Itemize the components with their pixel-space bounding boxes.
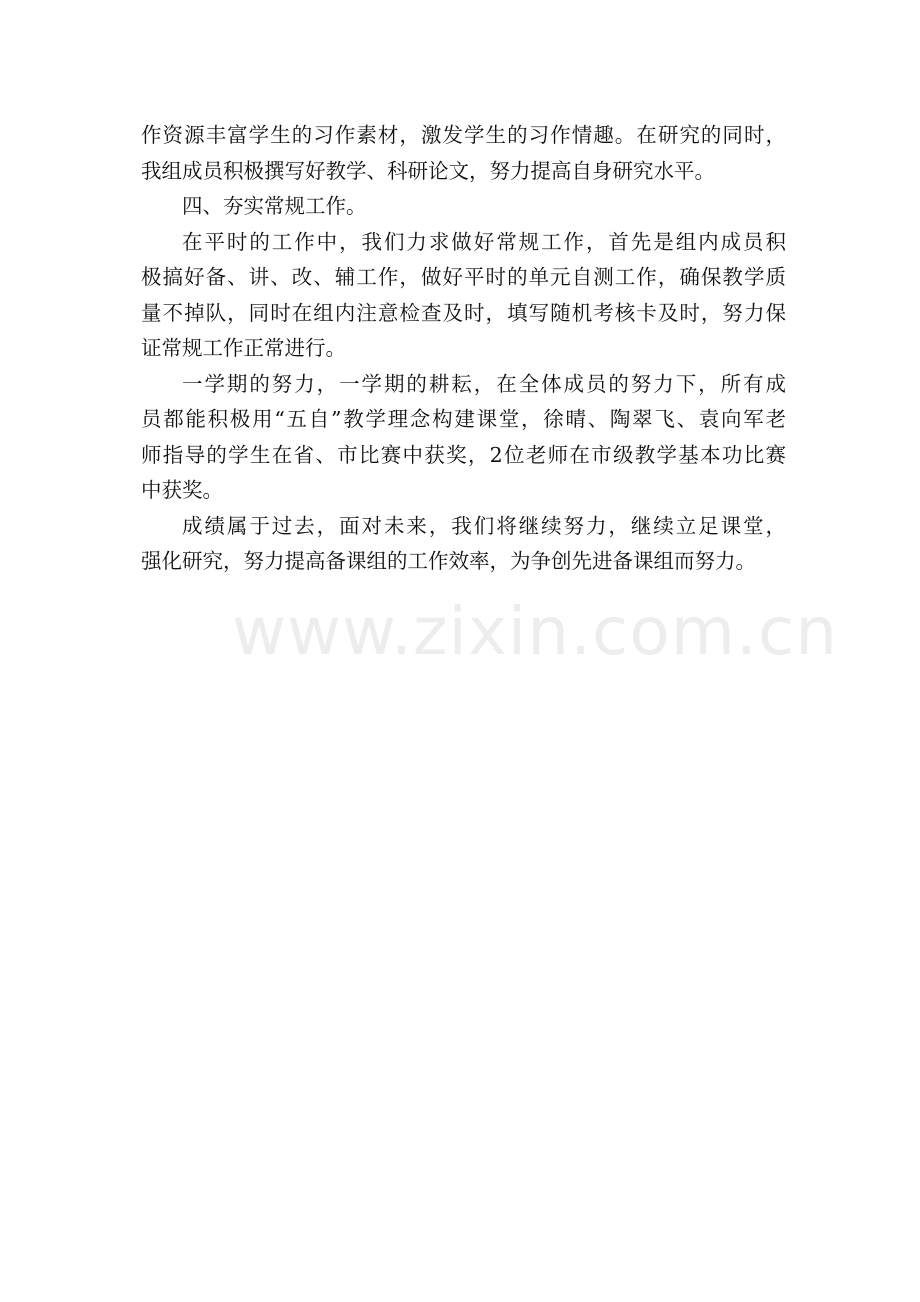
text-line: 四、夯实常规工作。 [182, 194, 367, 218]
document-body [141, 118, 786, 580]
text-line: 我组成员积极撰写好教学、科研论文，努力提高自身研究水平。 [141, 158, 715, 183]
text-line: 量不掉队，同时在组内注意检查及时，填写随机考核卡及时，努力保 [141, 300, 786, 325]
watermark: www.zixin.com.cn [232, 593, 839, 670]
text-line: 成绩属于过去，面对未来，我们将继续努力，继续立足课堂， [182, 513, 786, 538]
paragraph [141, 189, 786, 225]
text-line: 极搞好备、讲、改、辅工作，做好平时的单元自测工作，确保教学质 [141, 265, 786, 289]
text-line: 中获奖。 [141, 478, 223, 502]
text-line: 员都能积极用“五自”教学理念构建课堂，徐晴、陶翠飞、袁向军老 [141, 407, 786, 431]
text-line: 证常规工作正常进行。 [141, 336, 346, 360]
paragraph [141, 509, 786, 580]
text-line: 在平时的工作中，我们力求做好常规工作，首先是组内成员积 [182, 229, 786, 254]
text-line: 一学期的努力，一学期的耕耘，在全体成员的努力下，所有成 [182, 371, 786, 396]
paragraph [141, 367, 786, 509]
paragraph [141, 225, 786, 367]
paragraph [141, 118, 786, 189]
text-line: 强化研究，努力提高备课组的工作效率，为争创先进备课组而努力。 [141, 549, 756, 573]
text-line: 作资源丰富学生的习作素材，激发学生的习作情趣。在研究的同时， [141, 123, 786, 147]
text-line: 师指导的学生在省、市比赛中获奖，2位老师在市级教学基本功比赛 [141, 442, 786, 467]
